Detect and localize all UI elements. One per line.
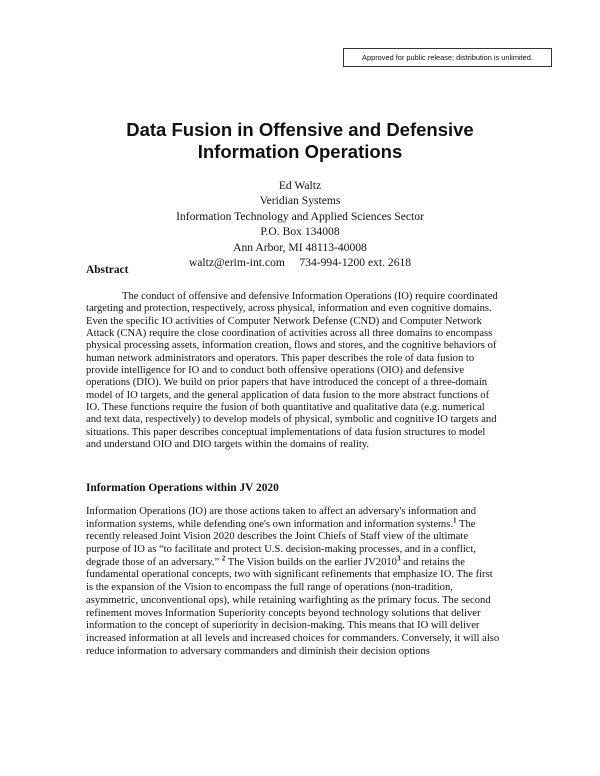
city: Ann Arbor, MI 48113-40008 [233,240,367,254]
section-line [86,620,546,633]
abstract-line: provide intelligence for IO and to conduct both offensive operations (OIO) and defensive [86,365,465,377]
po-box: P.O. Box 134008 [260,225,340,239]
text-run: increased information at all levels and increased choices for commanders. Conversely, it will also [86,632,500,644]
text-run: is the expansion of the Vision to encompass the full range of operations (non-tradition, [86,582,453,594]
abstract-line: human network administrators and operators. This paper describes the role of data fusion to [86,352,475,364]
abstract-heading: Abstract [86,264,129,276]
author-block [0,178,600,270]
abstract-line: physical processing assets, information creation, flows and stores, and the cognitive behaviors of [86,340,497,352]
abstract-line: Even the specific IO activities of Computer Network Defense (CND) and Computer Network [86,315,482,327]
paper-title [0,119,600,163]
sector: Information Technology and Applied Sciences Sector [176,209,424,223]
footnote-marker: 1 [453,516,457,525]
section-line [86,633,546,646]
text-run: recently released Joint Vision 2020 describes the Joint Chiefs of Staff view of the ultimate [86,531,469,543]
footnote-marker: 3 [396,554,401,563]
abstract-line: operations (DIO). We build on prior papers that have introduced the concept of a three-domain [86,377,488,389]
abstract-line: model of IO targets, and the general application of data fusion to the more abstract functions of [86,389,490,401]
section-line [86,531,546,544]
section-line [86,608,546,621]
section-line [86,506,546,519]
section-line [86,569,546,582]
author-name: Ed Waltz [278,179,322,192]
section-line [86,582,546,595]
abstract-line: IO. These functions require the fusion of both quantitative and qualitative data (e.g. numerical [86,402,485,414]
footnote-marker: 2 [221,554,226,563]
text-run: The Vision builds on the earlier JV2010 [225,556,397,568]
abstract-line: and understand OIO and DIO targets within the domains of reality. [86,439,370,451]
section-heading: Information Operations within JV 2020 [86,482,279,494]
abstract-line: The conduct of offensive and defensive Information Operations (IO) require coordinated [122,291,498,302]
distribution-notice: Approved for public release; distribution is unlimited. [343,48,552,67]
abstract-text [86,291,546,451]
text-run: reduce information to adversary commanders and diminish their decision options [86,645,430,657]
text-run: information systems, while defending one's own information and information systems. [86,518,454,530]
section-line [86,516,546,532]
title-line: Information Operations [197,141,403,162]
abstract-line: targeting and protection, respectively, across physical, information and even cognitive domains. [86,303,492,315]
title-line: Data Fusion in Offensive and Defensive [126,119,474,140]
abstract-line: and text data, respectively) to develop models of physical, symbolic and cognitive IO targets and [86,414,497,426]
text-run: purpose of IO as “to facilitate and protect U.S. decision-making processes, and in a conflict, [86,544,477,556]
text-run: Information Operations (IO) are those actions taken to affect an adversary's information and [86,506,477,517]
text-run: degrade those of an adversary.” [86,556,222,568]
abstract-line: Attack (CNA) require the close coordination of activities across all three domains to encompass [86,328,493,340]
text-run: The [456,518,476,530]
text-run: information to the concept of superiority in decision-making. This means that IO will deliver [86,620,480,632]
section-line [86,595,546,608]
text-run: fundamental operational concepts, two with significant refinements that emphasize IO. The first [86,569,493,581]
section-line [86,646,546,659]
section-line [86,554,546,570]
affiliation: Veridian Systems [259,194,341,208]
section-text [86,506,546,658]
abstract-line: situations. This paper describes conceptual implementations of data fusion structures to model [86,426,486,438]
text-run: refinement moves Information Superiority concepts beyond technology solutions that deliver [86,607,481,619]
contact: waltz@erim-int.com 734-994-1200 ext. 2618 [188,256,412,270]
section-line [86,544,546,557]
text-run: asymmetric, unconventional ops), while retaining warfighting as the primary focus. The second [86,594,491,606]
text-run: and retains the [400,556,465,568]
